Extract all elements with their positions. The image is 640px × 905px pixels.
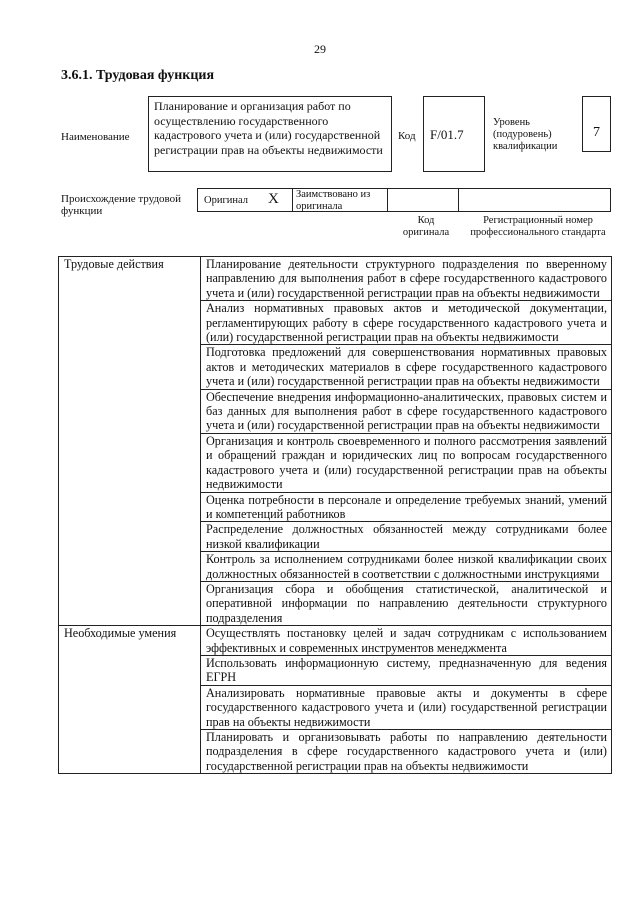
table-cell: Контроль за исполнением сотрудниками более низкой квалификации своих должностных обязанностей в соответствии с должностными инструкциями bbox=[201, 552, 612, 582]
table-cell: Распределение должностных обязанностей между сотрудниками более низкой квалификации bbox=[201, 522, 612, 552]
name-label: Наименование bbox=[61, 131, 130, 143]
table-cell: Планировать и организовывать работы по направлению деятельности подразделения в сфере государственного кадастрового учета и (или) государственной регистрации прав на объекты недвижимости bbox=[201, 730, 612, 774]
table-cell: Осуществлять постановку целей и задач сотрудникам с использованием эффективных и современных инструментов менеджмента bbox=[201, 626, 612, 656]
category-cell: Трудовые действия bbox=[59, 257, 201, 626]
reg-caption: Регистрационный номер профессионального стандарта bbox=[470, 215, 606, 238]
table-cell: Обеспечение внедрения информационно-аналитических, правовых систем и баз данных для выполнения работ в сфере государственного кадастрового учета и (или) государственной регистрации прав на объекты недвижимости bbox=[201, 389, 612, 433]
page-number: 29 bbox=[314, 42, 326, 56]
category-cell: Необходимые умения bbox=[59, 626, 201, 774]
origin-row bbox=[197, 188, 611, 212]
table-cell: Анализ нормативных правовых актов и методической документации, регламентирующих работу в сфере государственного кадастрового учета и (или) государственной регистрации прав на объекты недвижимости bbox=[201, 301, 612, 345]
table-cell: Подготовка предложений для совершенствования нормативных правовых актов и методических материалов в сфере государственного кадастрового учета и (или) государственной регистрации прав на объекты недвижимости bbox=[201, 345, 612, 389]
labor-function-table bbox=[58, 256, 612, 774]
original-label: Оригинал bbox=[204, 195, 248, 206]
qualification-level-value: 7 bbox=[582, 96, 611, 152]
table-row bbox=[59, 257, 612, 301]
original-cell bbox=[197, 188, 293, 212]
original-mark: X bbox=[268, 191, 279, 207]
table-cell: Оценка потребности в персонале и определение требуемых знаний, умений и компетенций работников bbox=[201, 492, 612, 522]
table-cell: Организация сбора и обобщения статистической, аналитической и оперативной информации по направлению деятельности структурного подразделения bbox=[201, 581, 612, 625]
code-caption: Код оригинала bbox=[402, 215, 450, 238]
borrowed-cell bbox=[292, 188, 388, 212]
table-cell: Использовать информационную систему, предназначенную для ведения ЕГРН bbox=[201, 655, 612, 685]
reg-number-cell bbox=[458, 188, 611, 212]
original-code-cell bbox=[387, 188, 459, 212]
borrowed-label: Заимствовано из оригинала bbox=[296, 189, 371, 212]
code-label: Код bbox=[398, 130, 416, 142]
function-name-value: Планирование и организация работ по осуществлению государственного кадастрового учета и (или) государственной регистрации прав на объекты недвижимости bbox=[148, 96, 392, 172]
table-cell: Планирование деятельности структурного подразделения по вверенному направлению для выполнения работ в сфере государственного кадастрового учета и (или) государственной регистрации прав на объекты недвижимости bbox=[201, 257, 612, 301]
origin-label: Происхождение трудовой функции bbox=[61, 193, 182, 217]
table-cell: Организация и контроль своевременного и полного рассмотрения заявлений и обращений граждан и юридических лиц по вопросам государственного кадастрового учета и (или) государственной регистрации прав на объекты недвижимости bbox=[201, 433, 612, 492]
table-row bbox=[59, 626, 612, 656]
section-title: 3.6.1. Трудовая функция bbox=[61, 68, 215, 83]
level-label: Уровень (подуровень) квалификации bbox=[493, 117, 558, 152]
function-code-value: F/01.7 bbox=[423, 96, 485, 172]
table-cell: Анализировать нормативные правовые акты и документы в сфере государственного кадастрового учета и (или) государственной регистрации прав на объекты недвижимости bbox=[201, 685, 612, 729]
